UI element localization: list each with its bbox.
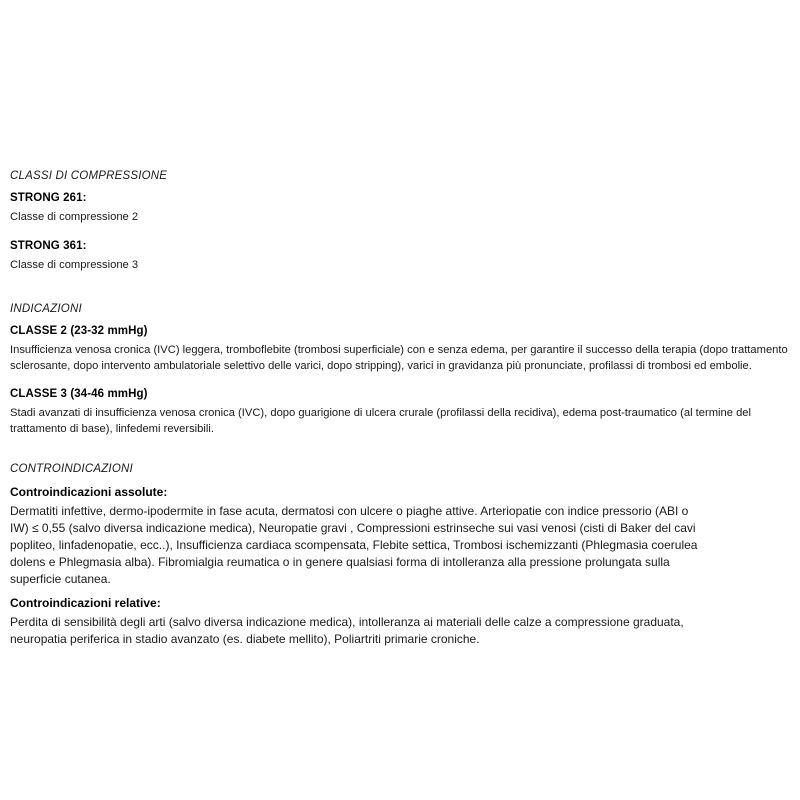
section-controindicazioni [10, 463, 790, 648]
section-indicazioni [10, 303, 790, 437]
subsection-heading: STRONG 261: [10, 192, 87, 204]
section-heading: CLASSI DI COMPRESSIONE [10, 170, 168, 182]
subsection-heading: Controindicazioni assolute: [10, 485, 168, 499]
subsection-body: Insufficienza venosa cronica (IVC) leggera, tromboflebite (trombosi superficiale) con e senza edema, per garantire il successo della terapia (dopo trattamento sclerosante, dopo intervento ambulatoriale selettivo delle varici, dopo stripping), varici in gravidanza più pronunciate, profilassi di trombosi ed embolie. [10, 344, 788, 372]
section-spacer [10, 283, 790, 303]
subsection-body: Stadi avanzati di insufficienza venosa cronica (IVC), dopo guarigione di ulcera crurale (profilassi della recidiva), edema post-traumatico (al termine del trattamento di base), linfedemi reversibili. [10, 407, 752, 435]
section-heading: CONTROINDICAZIONI [10, 463, 133, 475]
subsection-heading: Controindicazioni relative: [10, 596, 161, 610]
subsection-heading: CLASSE 2 (23-32 mmHg) [10, 325, 148, 337]
subsection-body: Perdita di sensibilità degli arti (salvo diversa indicazione medica), intolleranza ai materiali delle calze a compressione graduata, neuropatia periferica in stadio avanzato (es. diabete mellito), Poliartriti primarie croniche. [10, 615, 684, 646]
subsection-body: Classe di compressione 3 [10, 258, 139, 271]
subsection-body: Dermatiti infettive, dermo-ipodermite in fase acuta, dermatosi con ulcere o piaghe attive. Arteriopatie con indice pressorio (ABI o IW) ≤ 0,55 (salvo diversa indicazione medica), Neuropatie gravi , Compressioni estrinseche sui vasi venosi (cisti di Baker del cavi popliteo, linfadenopatie, ecc..), Insufficienza cardiaca scompensata, Flebite settica, Trombosi ischemizzanti (Phlegmasia coerulea dolens e Phlegmasia alba). Fibromialgia reumatica o in genere qualsiasi forma di intolleranza alla pressione prolungata sulla superficie cutanea. [10, 504, 698, 586]
section-heading: INDICAZIONI [10, 303, 82, 315]
subsection-heading: STRONG 361: [10, 239, 87, 252]
subsection-heading: CLASSE 3 (34-46 mmHg) [10, 388, 148, 400]
subsection-body: Classe di compressione 2 [10, 211, 139, 223]
section-spacer [10, 447, 790, 463]
section-classi-di-compressione [10, 170, 790, 273]
